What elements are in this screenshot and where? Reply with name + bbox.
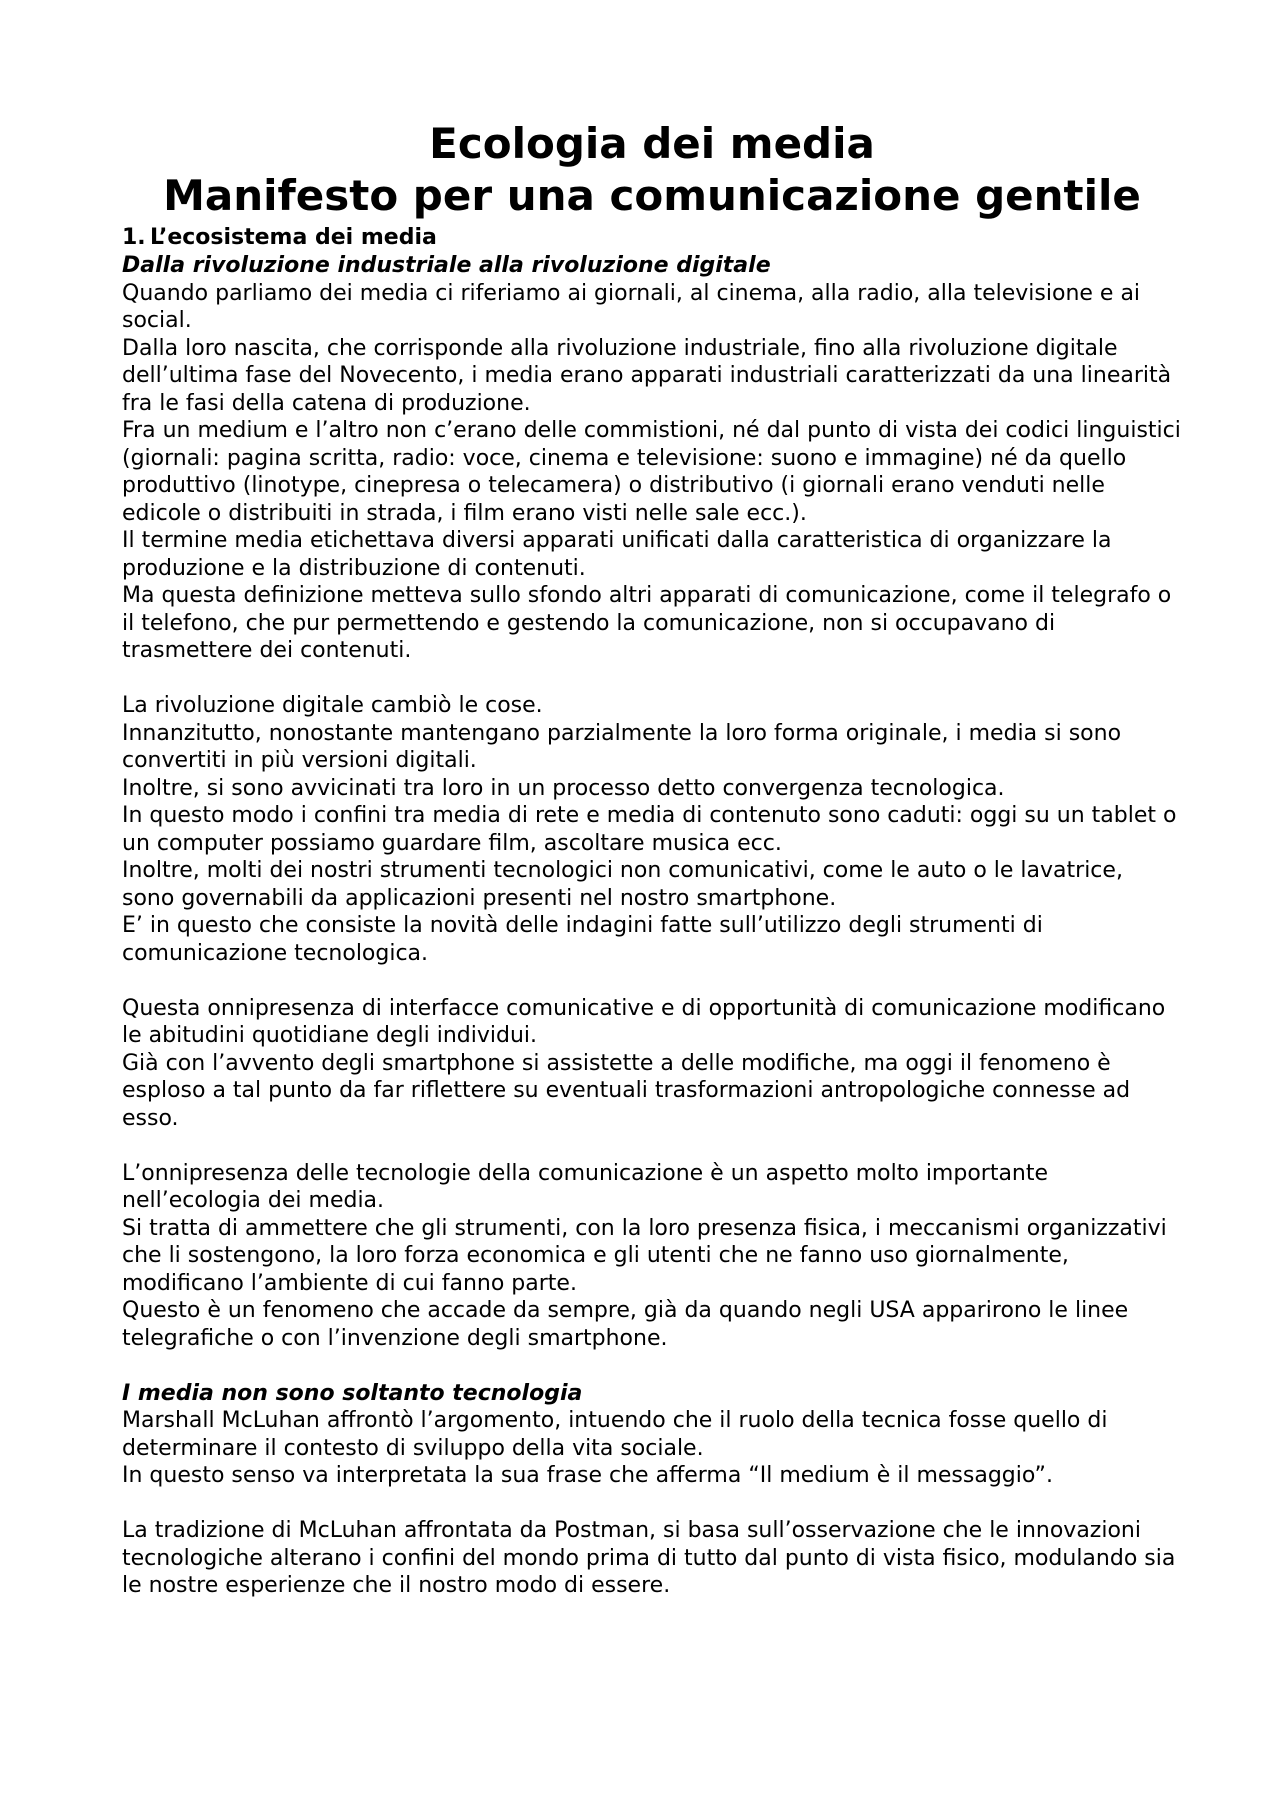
paragraph: Quando parliamo dei media ci riferiamo ai giornali, al cinema, alla radio, alla televisione e ai social. [122, 280, 1141, 333]
paragraph: Dalla loro nascita, che corrisponde alla rivoluzione industriale, fino alla rivoluzione digitale dell’ultima fase del Novecento, i media erano apparati industriali caratterizzati da una linearità fra le fasi della catena di produzione. [122, 335, 1172, 416]
title-line-1: Ecologia dei media [429, 119, 875, 168]
paragraph: L’onnipresenza delle tecnologie della comunicazione è un aspetto molto importante nell’ecologia dei media. [122, 1160, 1049, 1213]
paragraph: E’ in questo che consiste la novità delle indagini fatte sull’utilizzo degli strumenti di comunicazione tecnologica. [122, 913, 1043, 966]
paragraph: Questo è un fenomeno che accade da sempre, già da quando negli USA apparirono le linee telegrafiche o con l’invenzione degli smartphone. [122, 1298, 1129, 1351]
subheading-media-tecnologia: I media non sono soltanto tecnologia [122, 1380, 583, 1406]
paragraph: Innanzitutto, nonostante mantengano parzialmente la loro forma originale, i media si sono convertiti in più versioni digitali. [122, 720, 1122, 773]
paragraph: La rivoluzione digitale cambiò le cose. [122, 693, 543, 718]
section-number: 1. [122, 225, 146, 250]
paragraph: Ma questa definizione metteva sullo sfondo altri apparati di comunicazione, come il telegrafo o il telefono, che pur permettendo e gestendo la comunicazione, non si occupavano di trasmettere dei contenuti. [122, 583, 1172, 663]
title-line-2: Manifesto per una comunicazione gentile [163, 171, 1141, 220]
paragraph: Marshall McLuhan affrontò l’argomento, intuendo che il ruolo della tecnica fosse quello di determinare il contesto di sviluppo della vita sociale. [122, 1408, 1108, 1461]
paragraph: Inoltre, molti dei nostri strumenti tecnologici non comunicativi, come le auto o le lavatrice, sono governabili da applicazioni presenti nel nostro smartphone. [122, 858, 1123, 911]
paragraph-gap [122, 967, 1182, 995]
paragraph: Inoltre, si sono avvicinati tra loro in un processo detto convergenza tecnologica. [122, 775, 1005, 801]
paragraph: Già con l’avvento degli smartphone si assistette a delle modifiche, ma oggi il fenomeno è esploso a tal punto da far riflettere su eventuali trasformazioni antropologiche connesse ad esso. [122, 1050, 1131, 1131]
paragraph: In questo senso va interpretata la sua frase che afferma “Il medium è il messaggio”. [122, 1463, 1053, 1488]
paragraph: Questa onnipresenza di interfacce comunicative e di opportunità di comunicazione modificano le abitudini quotidiane degli individui. [122, 995, 1166, 1048]
paragraph-gap [122, 1490, 1182, 1518]
document-title [122, 118, 1182, 222]
section-heading [122, 224, 1182, 252]
paragraph: Si tratta di ammettere che gli strumenti, con la loro presenza fisica, i meccanismi organizzativi che li sostengono, la loro forza economica e gli utenti che ne fanno uso giornalmente, modificano l’ambiente di cui fanno parte. [122, 1215, 1167, 1296]
paragraph-gap [122, 1132, 1182, 1160]
subheading-rivoluzione: Dalla rivoluzione industriale alla rivoluzione digitale [122, 253, 771, 278]
document-page [122, 118, 1182, 1600]
paragraph-gap [122, 1352, 1182, 1380]
paragraph: La tradizione di McLuhan affrontata da Postman, si basa sull’osservazione che le innovazioni tecnologiche alterano i confini del mondo prima di tutto dal punto di vista fisico, modulando sia le nostre esperienze che il nostro modo di essere. [122, 1518, 1176, 1598]
section-title: L’ecosistema dei media [150, 225, 437, 250]
paragraph: Il termine media etichettava diversi apparati unificati dalla caratteristica di organizzare la produzione e la distribuzione di contenuti. [122, 528, 1112, 581]
paragraph: Fra un medium e l’altro non c’erano delle commistioni, né dal punto di vista dei codici linguistici (giornali: pagina scritta, radio: voce, cinema e televisione: suono e immagine) né da quello produttivo (linotype, cinepresa o telecamera) o distributivo (i giornali erano venduti nelle edicole o distribuiti in strada, i film erano visti nelle sale ecc.). [122, 418, 1181, 526]
paragraph-gap [122, 665, 1182, 693]
paragraph: In questo modo i confini tra media di rete e media di contenuto sono caduti: oggi su un tablet o un computer possiamo guardare film, ascoltare musica ecc. [122, 803, 1177, 856]
